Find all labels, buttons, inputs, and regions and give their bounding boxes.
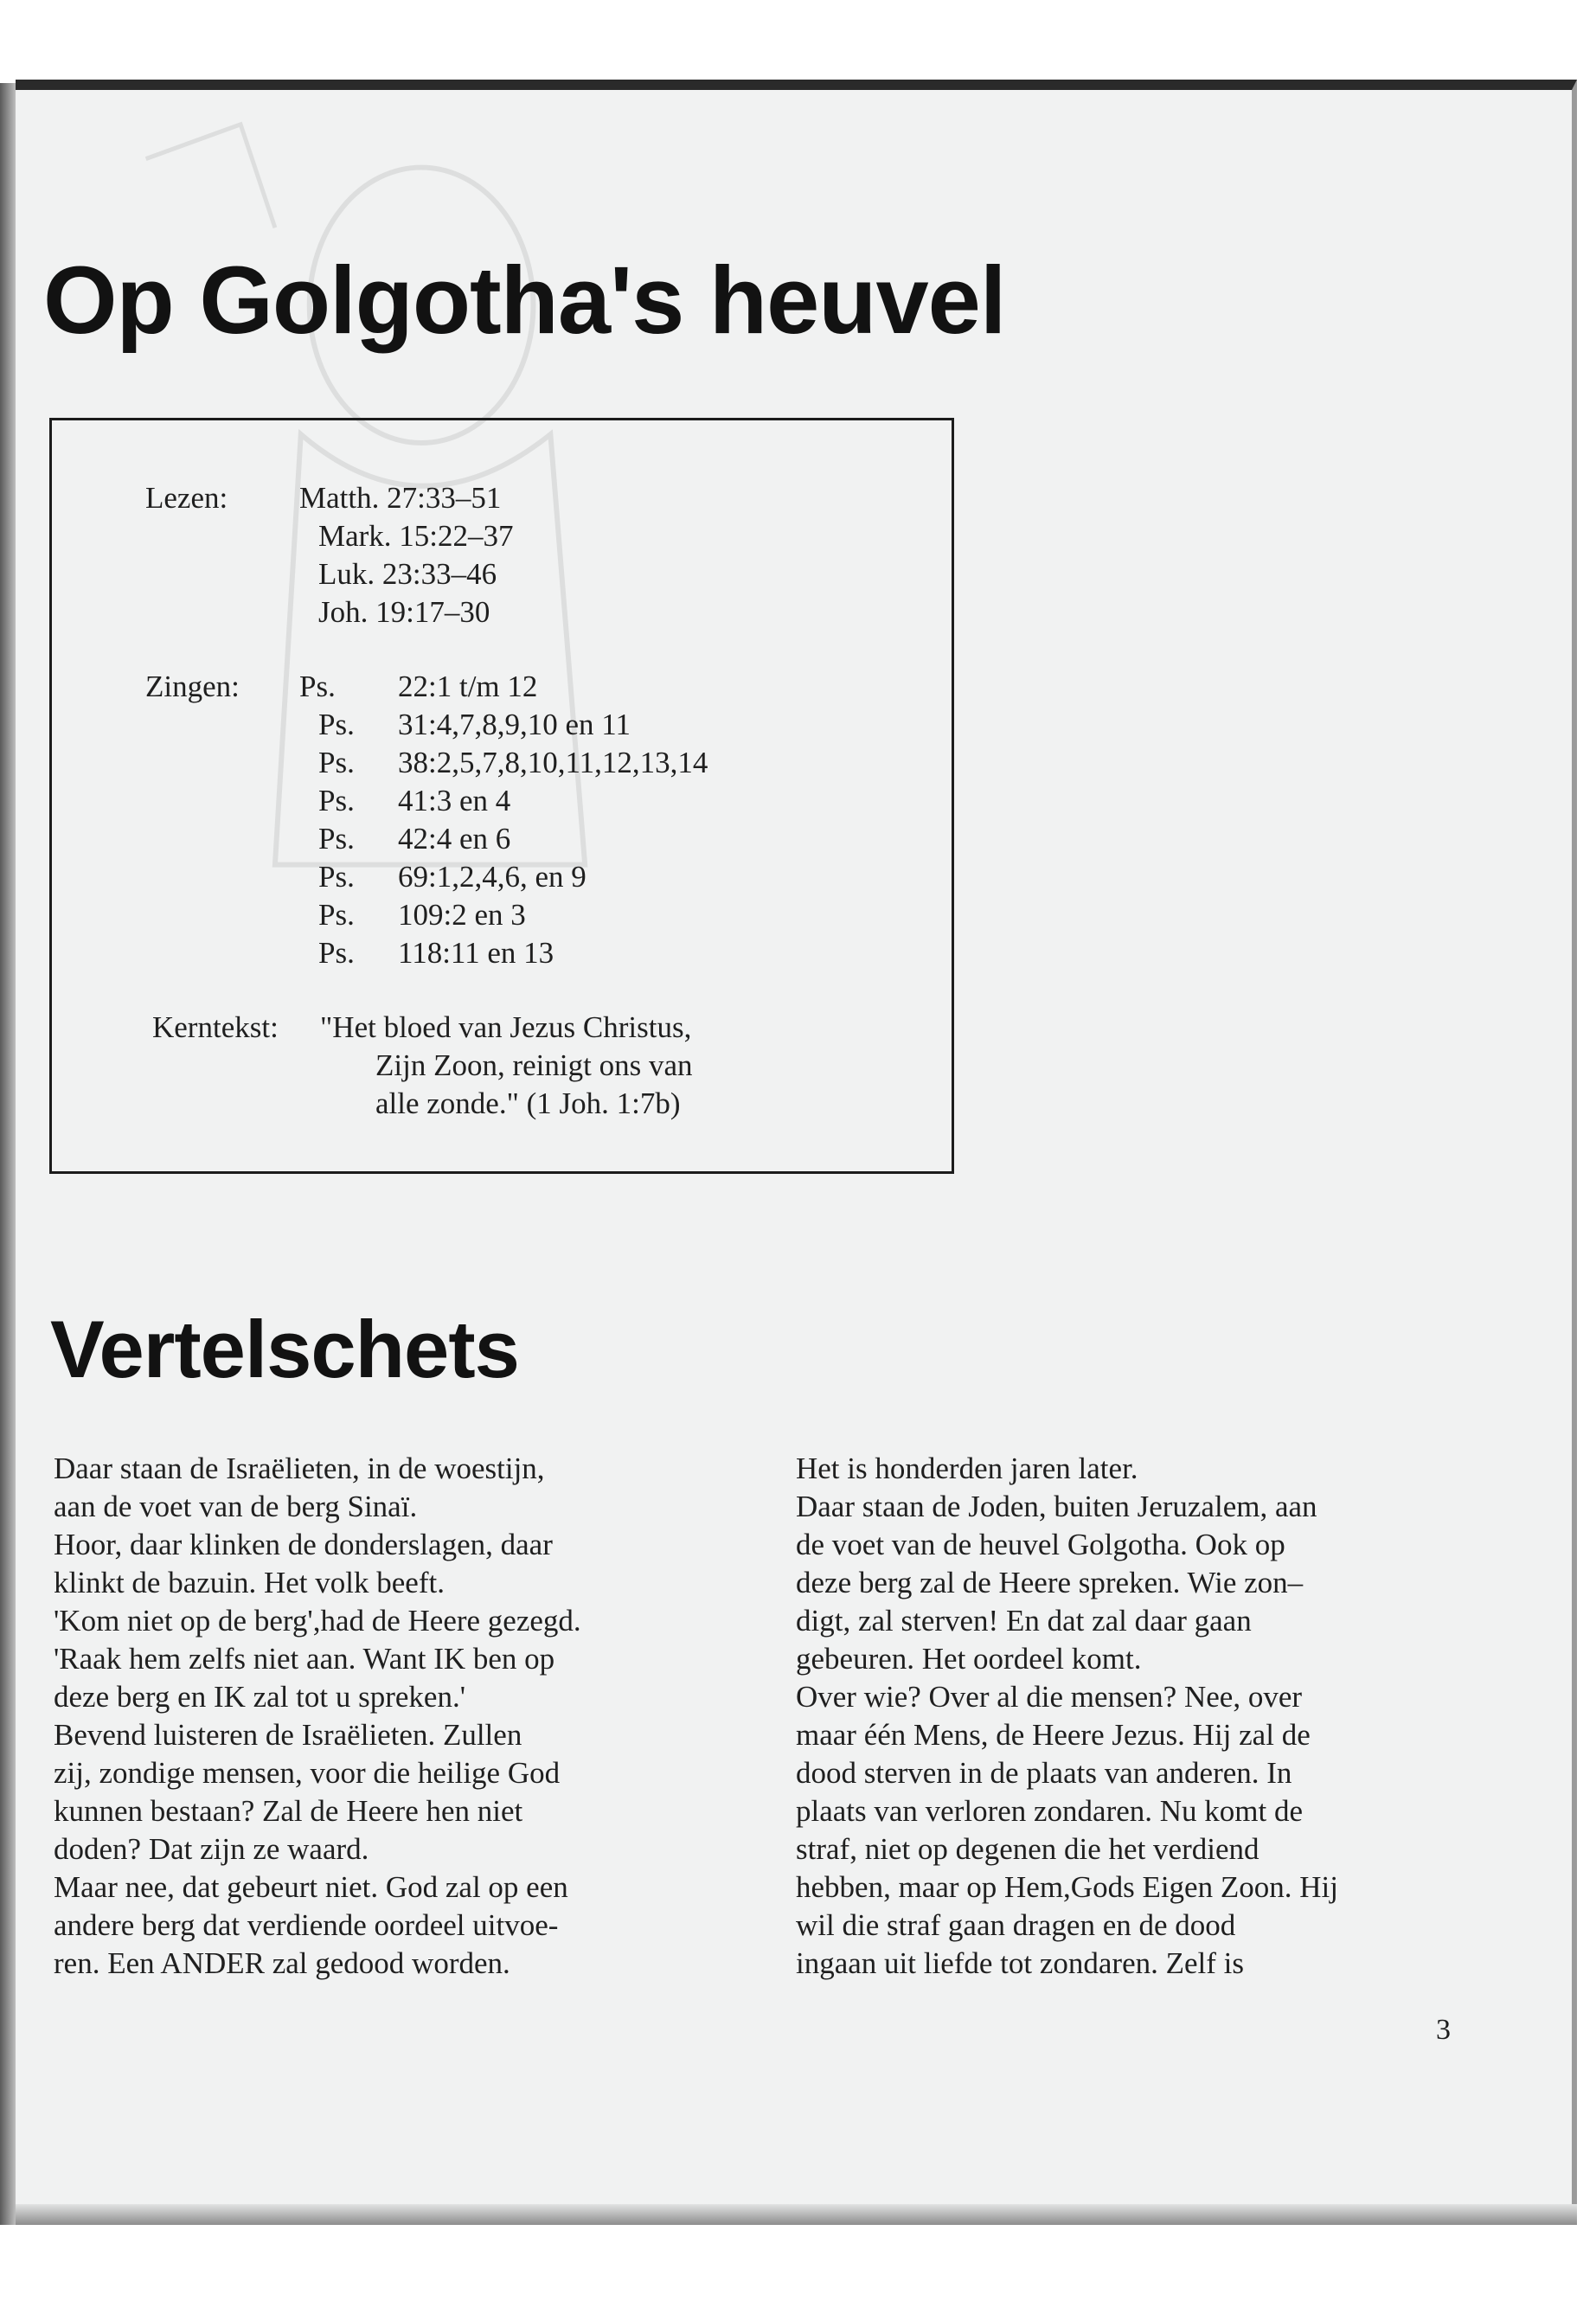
paragraph-line: deze berg zal de Heere spreken. Wie zon–	[796, 1566, 1304, 1599]
paragraph-line: Over wie? Over al die mensen? Nee, over	[796, 1680, 1303, 1714]
zingen-ps: Ps.	[318, 746, 355, 779]
lezen-item: Mark. 15:22–37	[318, 519, 514, 553]
zingen-ps: Ps.	[318, 822, 355, 856]
zingen-ps: Ps.	[318, 708, 355, 741]
paragraph-line: kunnen bestaan? Zal de Heere hen niet	[54, 1794, 523, 1828]
zingen-ref: 69:1,2,4,6, en 9	[398, 860, 586, 894]
right-column-text	[796, 1450, 1338, 1983]
zingen-ps: Ps.	[299, 670, 336, 703]
paragraph-line: de voet van de heuvel Golgotha. Ook op	[796, 1528, 1285, 1561]
zingen-ps: Ps.	[318, 936, 355, 970]
paragraph-line: Maar nee, dat gebeurt niet. God zal op een	[54, 1870, 568, 1904]
zingen-ref-column	[398, 668, 708, 972]
paragraph-line: maar één Mens, de Heere Jezus. Hij zal de	[796, 1718, 1311, 1752]
zingen-ps: Ps.	[318, 898, 355, 932]
paragraph-line: deze berg en IK zal tot u spreken.'	[54, 1680, 466, 1714]
zingen-ref: 22:1 t/m 12	[398, 670, 538, 703]
zingen-ref: 118:11 en 13	[398, 936, 554, 970]
kerntekst-text	[320, 1009, 692, 1123]
paragraph-line: gebeuren. Het oordeel komt.	[796, 1642, 1142, 1676]
left-column-text	[54, 1450, 581, 1983]
top-margin	[0, 0, 1596, 80]
zingen-ps: Ps.	[318, 784, 355, 817]
paragraph-line: andere berg dat verdiende oordeel uitvoe-	[54, 1908, 559, 1942]
paragraph-line: 'Kom niet op de berg',had de Heere gezegd.	[54, 1604, 581, 1638]
page-number: 3	[1436, 2014, 1451, 2046]
paragraph-line: Bevend luisteren de Israëlieten. Zullen	[54, 1718, 522, 1752]
paragraph-line: Het is honderden jaren later.	[796, 1452, 1138, 1485]
paragraph-line: aan de voet van de berg Sinaï.	[54, 1490, 418, 1523]
zingen-ref: 31:4,7,8,9,10 en 11	[398, 708, 631, 741]
paragraph-line: klinkt de bazuin. Het volk beeft.	[54, 1566, 445, 1599]
paragraph-line: digt, zal sterven! En dat zal daar gaan	[796, 1604, 1252, 1638]
page-bottom-edge	[16, 2204, 1577, 2225]
paragraph-line: hebben, maar op Hem,Gods Eigen Zoon. Hij	[796, 1870, 1338, 1904]
lezen-item: Joh. 19:17–30	[318, 595, 490, 629]
paragraph-line: dood sterven in de plaats van anderen. In	[796, 1756, 1292, 1790]
kerntekst-line: Zijn Zoon, reinigt ons van	[375, 1048, 693, 1082]
paragraph-line: Hoor, daar klinken de donderslagen, daar	[54, 1528, 553, 1561]
zingen-ref: 41:3 en 4	[398, 784, 511, 817]
paragraph-line: zij, zondige mensen, voor die heilige God	[54, 1756, 561, 1790]
kerntekst-line: alle zonde." (1 Joh. 1:7b)	[375, 1086, 681, 1120]
lezen-list	[299, 479, 514, 631]
zingen-ref: 38:2,5,7,8,10,11,12,13,14	[398, 746, 708, 779]
kerntekst-line: "Het bloed van Jezus Christus,	[320, 1010, 692, 1044]
paragraph-line: doden? Dat zijn ze waard.	[54, 1832, 369, 1866]
paragraph-line: ren. Een ANDER zal gedood worden.	[54, 1946, 510, 1980]
paragraph-line: straf, niet op degenen die het verdiend	[796, 1832, 1259, 1866]
page-left-edge	[0, 83, 17, 2228]
lezen-item: Matth. 27:33–51	[299, 481, 502, 515]
paragraph-line: Daar staan de Israëlieten, in de woestijn,	[54, 1452, 545, 1485]
paragraph-line: Daar staan de Joden, buiten Jeruzalem, aan	[796, 1490, 1317, 1523]
paragraph-line: 'Raak hem zelfs niet aan. Want IK ben op	[54, 1642, 555, 1676]
kerntekst-label: Kerntekst:	[152, 1010, 279, 1044]
zingen-label: Zingen:	[145, 670, 240, 703]
zingen-ref: 109:2 en 3	[398, 898, 526, 932]
lezen-label: Lezen:	[145, 481, 228, 515]
paragraph-line: plaats van verloren zondaren. Nu komt de	[796, 1794, 1304, 1828]
zingen-ref: 42:4 en 6	[398, 822, 511, 856]
zingen-ps-column	[299, 668, 355, 972]
paragraph-line: ingaan uit liefde tot zondaren. Zelf is	[796, 1946, 1245, 1980]
lezen-item: Luk. 23:33–46	[318, 557, 497, 591]
paragraph-line: wil die straf gaan dragen en de dood	[796, 1908, 1236, 1942]
bottom-margin	[0, 2225, 1596, 2301]
section-title: Vertelschets	[50, 1304, 519, 1394]
main-title: Op Golgotha's heuvel	[43, 247, 1006, 354]
zingen-ps: Ps.	[318, 860, 355, 894]
